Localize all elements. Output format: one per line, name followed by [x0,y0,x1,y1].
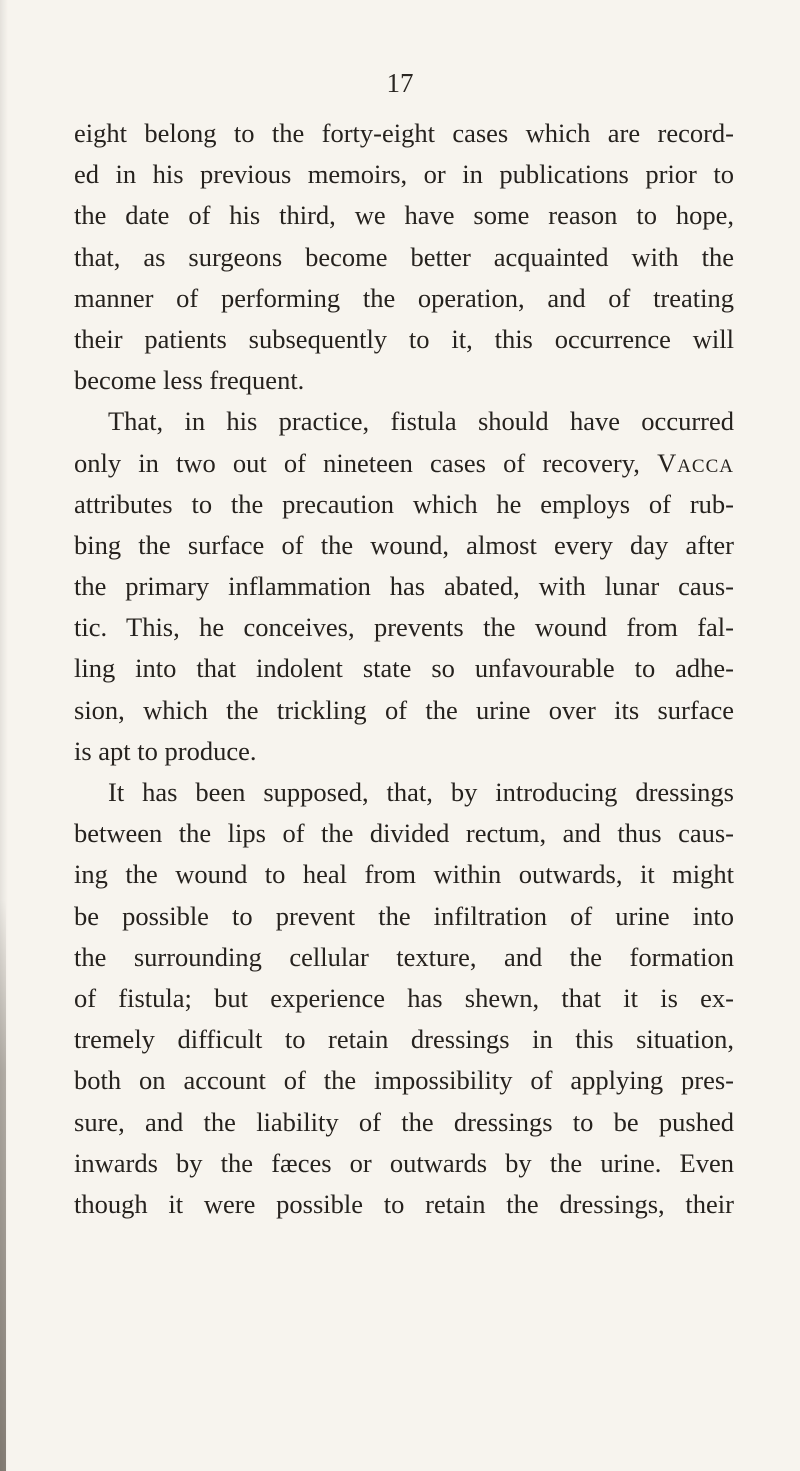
text-line: both on account of the impossibility of applying pres- [74,1065,734,1096]
text-line: bing the surface of the wound, almost every day after [74,529,734,560]
text-line: ed in his previous memoirs, or in publications prior to [74,159,734,190]
text-line: is apt to produce. [74,735,257,766]
text-line: manner of performing the operation, and of treating [74,282,734,313]
text-line: the surrounding cellular texture, and the formation [74,941,734,972]
text-line: their patients subsequently to it, this occurrence will [74,323,734,354]
text-line: the date of his third, we have some reason to hope, [74,200,734,231]
binding-mark [0,900,6,1471]
text-line: inwards by the fæces or outwards by the urine. Even [74,1147,734,1178]
text-line: the primary inflammation has abated, with lunar caus- [74,571,734,602]
text-line: That, in his practice, fistula should have occurred [108,406,734,437]
text-line: between the lips of the divided rectum, and thus caus- [74,818,734,849]
text-line: ing the wound to heal from within outwards, it might [74,859,734,890]
text-line: though it were possible to retain the dressings, their [74,1188,734,1219]
text-line: tremely difficult to retain dressings in this situation, [74,1024,734,1055]
text-line: sure, and the liability of the dressings to be pushed [74,1106,734,1137]
text-line: be possible to prevent the infiltration of urine into [74,900,734,931]
text-line: ling into that indolent state so unfavourable to adhe- [74,653,734,684]
text-line: that, as surgeons become better acquainted with the [74,241,734,272]
text-line: tic. This, he conceives, prevents the wound from fal- [74,612,734,643]
text-line: It has been supposed, that, by introducing dressings [108,777,734,807]
text-line: attributes to the precaution which he employs of rub- [74,488,734,519]
author-name: Vacca [657,447,735,478]
page-number: 17 [386,68,414,98]
text-line: become less frequent. [74,365,305,396]
text-span: only in two out of nineteen cases of recovery, [74,447,640,478]
text-line-with-author [74,443,734,484]
text-line: eight belong to the forty-eight cases which are record- [74,118,734,148]
text-line: sion, which the trickling of the urine over its surface [74,694,734,725]
body-text [74,113,734,1225]
text-line: of fistula; but experience has shewn, that it is ex- [74,982,734,1013]
